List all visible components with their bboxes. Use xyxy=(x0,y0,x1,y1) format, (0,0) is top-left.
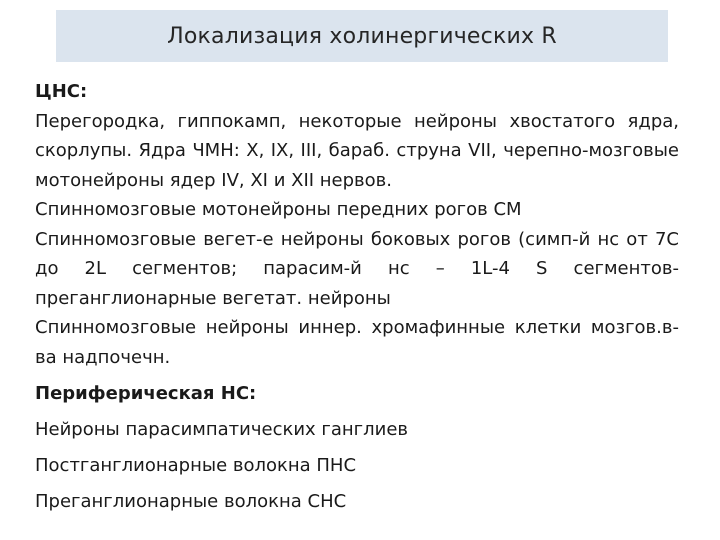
cns-paragraph-3: Спинномозговые вегет-е нейроны боковых рогов (симп-й нс от 7С до 2L сегментов; парасим-й нс – 1L-4 S сегментов-преганглионарные вегетат. нейроны xyxy=(35,228,679,309)
title-bar xyxy=(56,10,668,62)
pns-item-1: Нейроны парасимпатических ганглиев xyxy=(35,419,409,440)
slide-content xyxy=(35,77,679,520)
cns-paragraph-2: Спинномозговые мотонейроны передних рогов СМ xyxy=(35,199,522,220)
pns-item-3: Преганглионарные волокна СНС xyxy=(35,491,347,512)
cns-heading: ЦНС: xyxy=(35,81,88,102)
cns-paragraph-1: Перегородка, гиппокамп, некоторые нейроны хвостатого ядра, скорлупы. Ядра ЧМН: X, IX, III, бараб. струна VII, черепно-мозговые мотонейроны ядер IV, XI и XII нервов. xyxy=(35,110,679,191)
pns-heading: Периферическая НС: xyxy=(35,383,257,404)
cns-paragraph-4: Спинномозговые нейроны иннер. хромафинные клетки мозгов.в-ва надпочечн. xyxy=(35,317,679,368)
slide-title: Локализация холинергических R xyxy=(167,23,557,49)
pns-item-2: Постганглионарные волокна ПНС xyxy=(35,455,357,476)
